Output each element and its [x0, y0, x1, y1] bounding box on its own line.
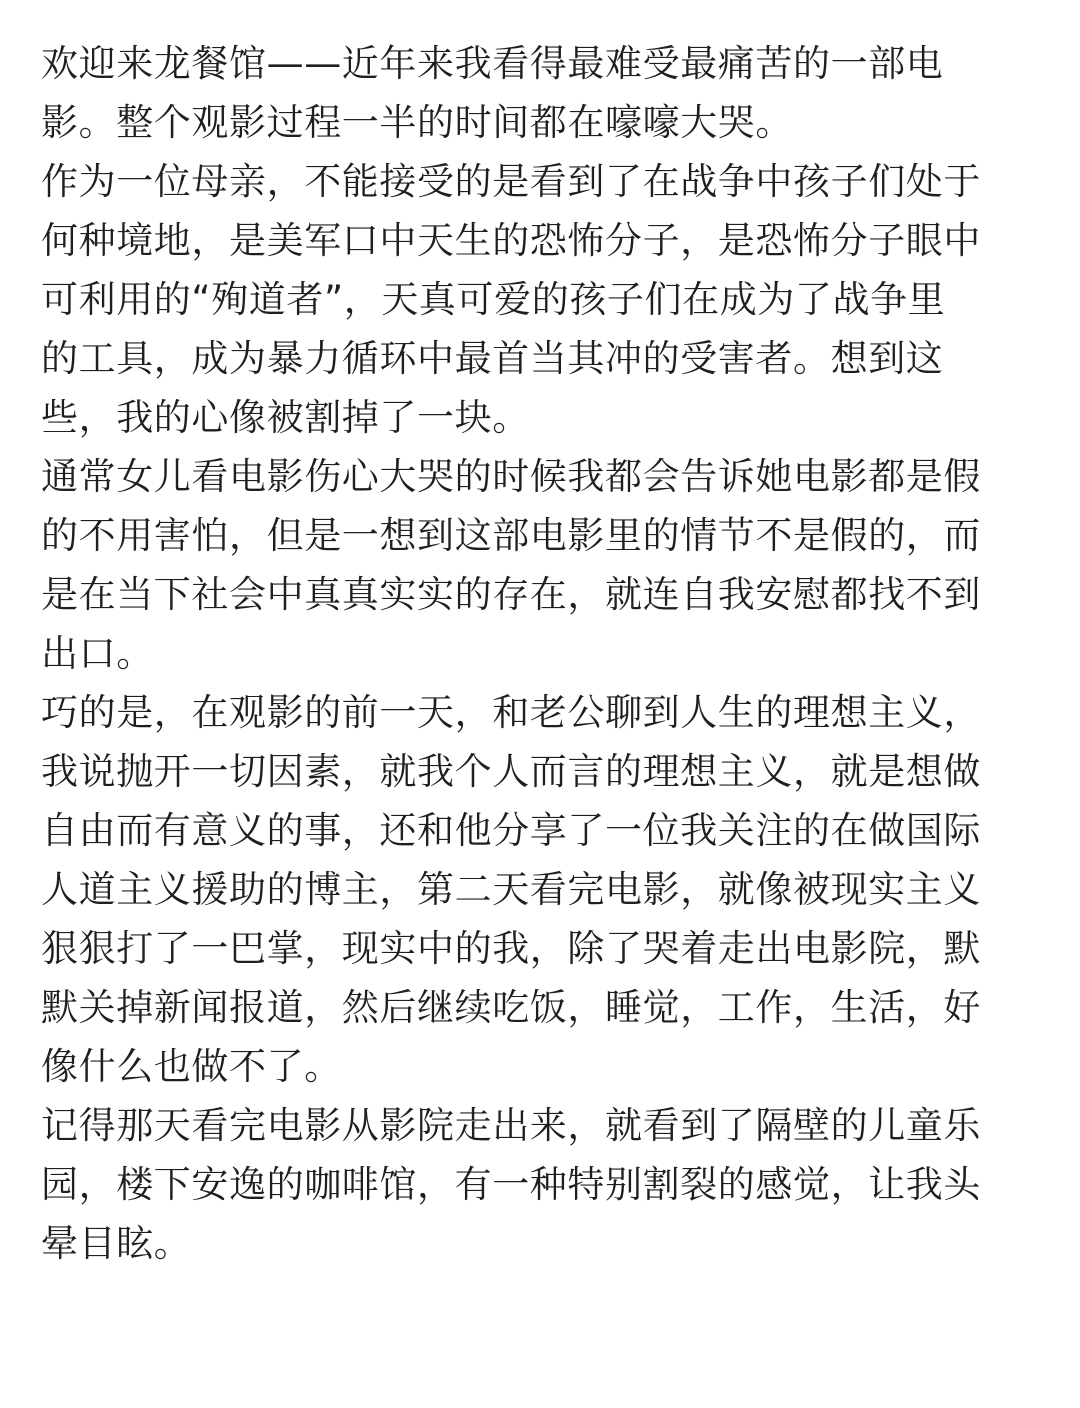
- paragraph-5: [41, 1096, 1041, 1273]
- text-line: 是在当下社会中真真实实的存在，就连自我安慰都找不到: [41, 573, 981, 616]
- text-line: 影。整个观影过程一半的时间都在嚎嚎大哭。: [41, 101, 793, 144]
- text-line: 巧的是，在观影的前一天，和老公聊到人生的理想主义，: [41, 691, 981, 734]
- text-line: 人道主义援助的博主，第二天看完电影，就像被现实主义: [41, 868, 981, 911]
- text-line: 像什么也做不了。: [41, 1045, 342, 1088]
- text-line: 默关掉新闻报道，然后继续吃饭，睡觉，工作，生活，好: [41, 986, 981, 1029]
- text-line: 出口。: [41, 632, 154, 675]
- text-line: 欢迎来龙餐馆——近年来我看得最难受最痛苦的一部电: [41, 42, 944, 85]
- text-line: 通常女儿看电影伤心大哭的时候我都会告诉她电影都是假: [41, 455, 981, 498]
- text-line: 的工具，成为暴力循环中最首当其冲的受害者。想到这: [41, 337, 944, 380]
- paragraph-3: [41, 447, 1041, 683]
- text-line: 园，楼下安逸的咖啡馆，有一种特别割裂的感觉，让我头: [41, 1163, 981, 1206]
- text-line: 晕目眩。: [41, 1222, 192, 1265]
- paragraph-1: [41, 34, 1041, 152]
- text-line: 我说抛开一切因素，就我个人而言的理想主义，就是想做: [41, 750, 981, 793]
- text-line: 作为一位母亲，不能接受的是看到了在战争中孩子们处于: [41, 160, 981, 203]
- text-line: 些，我的心像被割掉了一块。: [41, 396, 530, 439]
- text-line: 狠狠打了一巴掌，现实中的我，除了哭着走出电影院，默: [41, 927, 981, 970]
- text-line: 记得那天看完电影从影院走出来，就看到了隔壁的儿童乐: [41, 1104, 981, 1147]
- text-line: 何种境地，是美军口中天生的恐怖分子，是恐怖分子眼中: [41, 219, 981, 262]
- text-line: 的不用害怕，但是一想到这部电影里的情节不是假的，而: [41, 514, 981, 557]
- text-line: 可利用的“殉道者”，天真可爱的孩子们在成为了战争里: [41, 278, 946, 321]
- text-line: 自由而有意义的事，还和他分享了一位我关注的在做国际: [41, 809, 981, 852]
- paragraph-4: [41, 683, 1041, 1096]
- article-body: [41, 34, 1041, 1273]
- paragraph-2: [41, 152, 1041, 447]
